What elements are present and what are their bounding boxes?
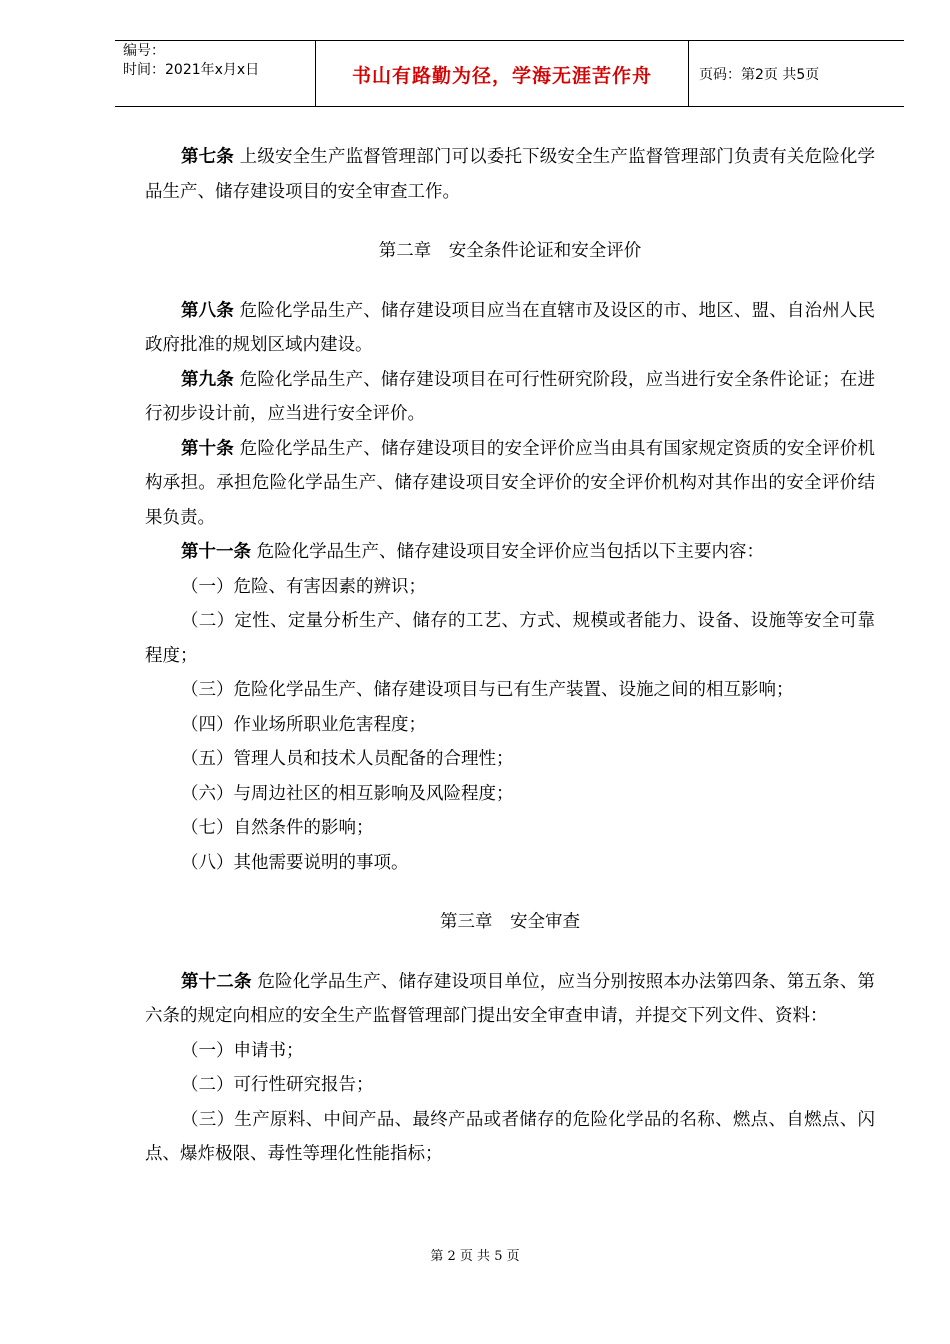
header-page-info: 页码：第2页 共5页 [699, 67, 820, 83]
list-item [145, 1034, 875, 1069]
page-footer: 第 2 页 共 5 页 [430, 1249, 520, 1264]
paragraph-text: （一）危险、有害因素的辨识； [181, 576, 426, 597]
paragraph-text: 危险化学品生产、储存建设项目安全评价应当包括以下主要内容： [251, 542, 765, 562]
chapter-spacer [145, 209, 875, 234]
time-label: 时间：2021年x月x日 [123, 62, 260, 78]
document-body [145, 140, 875, 1172]
list-item [145, 1068, 875, 1103]
article-number: 第十二条 [181, 971, 252, 992]
list-item [145, 1103, 875, 1172]
paragraph-text: （三）生产原料、中间产品、最终产品或者储存的危险化学品的名称、燃点、自燃点、闪点、爆炸极限、毒性等理化性能指标； [145, 1109, 875, 1164]
paragraph-text: 危险化学品生产、储存建设项目单位，应当分别按照本办法第四条、第五条、第六条的规定向相应的安全生产监督管理部门提出安全审查申请，并提交下列文件、资料： [145, 971, 875, 1026]
paragraph-text: （二）定性、定量分析生产、储存的工艺、方式、规模或者能力、设备、设施等安全可靠程度； [145, 611, 875, 666]
article-number: 第九条 [181, 369, 234, 390]
article-paragraph [145, 535, 875, 570]
article-number: 第十一条 [181, 542, 251, 562]
list-item [145, 777, 875, 812]
chapter-heading: 第三章 安全审查 [440, 912, 580, 932]
article-paragraph [145, 363, 875, 432]
header-page-info-cell [689, 41, 904, 107]
list-item [145, 604, 875, 673]
chapter-spacer [145, 269, 875, 294]
article-paragraph [145, 432, 875, 536]
paragraph-text: （四）作业场所职业危害程度； [181, 714, 426, 735]
paragraph-text: （一）申请书； [181, 1040, 304, 1061]
list-item [145, 846, 875, 881]
paragraph-text: （二）可行性研究报告； [181, 1075, 374, 1095]
paragraph-text: （六）与周边社区的相互影响及风险程度； [181, 783, 514, 804]
header-motto: 书山有路勤为径，学海无涯苦作舟 [351, 64, 652, 87]
paragraph-text: 危险化学品生产、储存建设项目的安全评价应当由具有国家规定资质的安全评价机构承担。承担危险化学品生产、储存建设项目安全评价的安全评价机构对其作出的安全评价结果负责。 [145, 438, 876, 528]
paragraph-text: 上级安全生产监督管理部门可以委托下级安全生产监督管理部门负责有关危险化学品生产、储存建设项目的安全审查工作。 [145, 147, 876, 202]
paragraph-text: （五）管理人员和技术人员配备的合理性； [181, 749, 514, 769]
paragraph-text: （八）其他需要说明的事项。 [181, 852, 409, 873]
header-motto-cell [315, 41, 689, 107]
article-paragraph [145, 294, 875, 363]
list-item [145, 811, 875, 846]
article-number: 第七条 [181, 147, 234, 167]
article-paragraph [145, 140, 875, 209]
article-number: 第八条 [181, 300, 234, 321]
chapter-heading: 第二章 安全条件论证和安全评价 [378, 241, 642, 261]
list-item [145, 742, 875, 777]
paragraph-text: 危险化学品生产、储存建设项目在可行性研究阶段，应当进行安全条件论证；在进行初步设计前，应当进行安全评价。 [145, 369, 876, 424]
chapter-spacer [145, 940, 875, 965]
article-paragraph [145, 965, 875, 1034]
header-meta [115, 41, 315, 107]
paragraph-text: （三）危险化学品生产、储存建设项目与已有生产装置、设施之间的相互影响； [181, 680, 794, 700]
list-item [145, 570, 875, 605]
document-header [115, 40, 904, 107]
list-item [145, 673, 875, 708]
list-item [145, 708, 875, 743]
chapter-spacer [145, 880, 875, 905]
article-number: 第十条 [181, 438, 234, 459]
paragraph-text: 危险化学品生产、储存建设项目应当在直辖市及设区的市、地区、盟、自治州人民政府批准的规划区域内建设。 [145, 300, 876, 355]
paragraph-text: （七）自然条件的影响； [181, 818, 374, 838]
number-label: 编号： [123, 43, 165, 59]
